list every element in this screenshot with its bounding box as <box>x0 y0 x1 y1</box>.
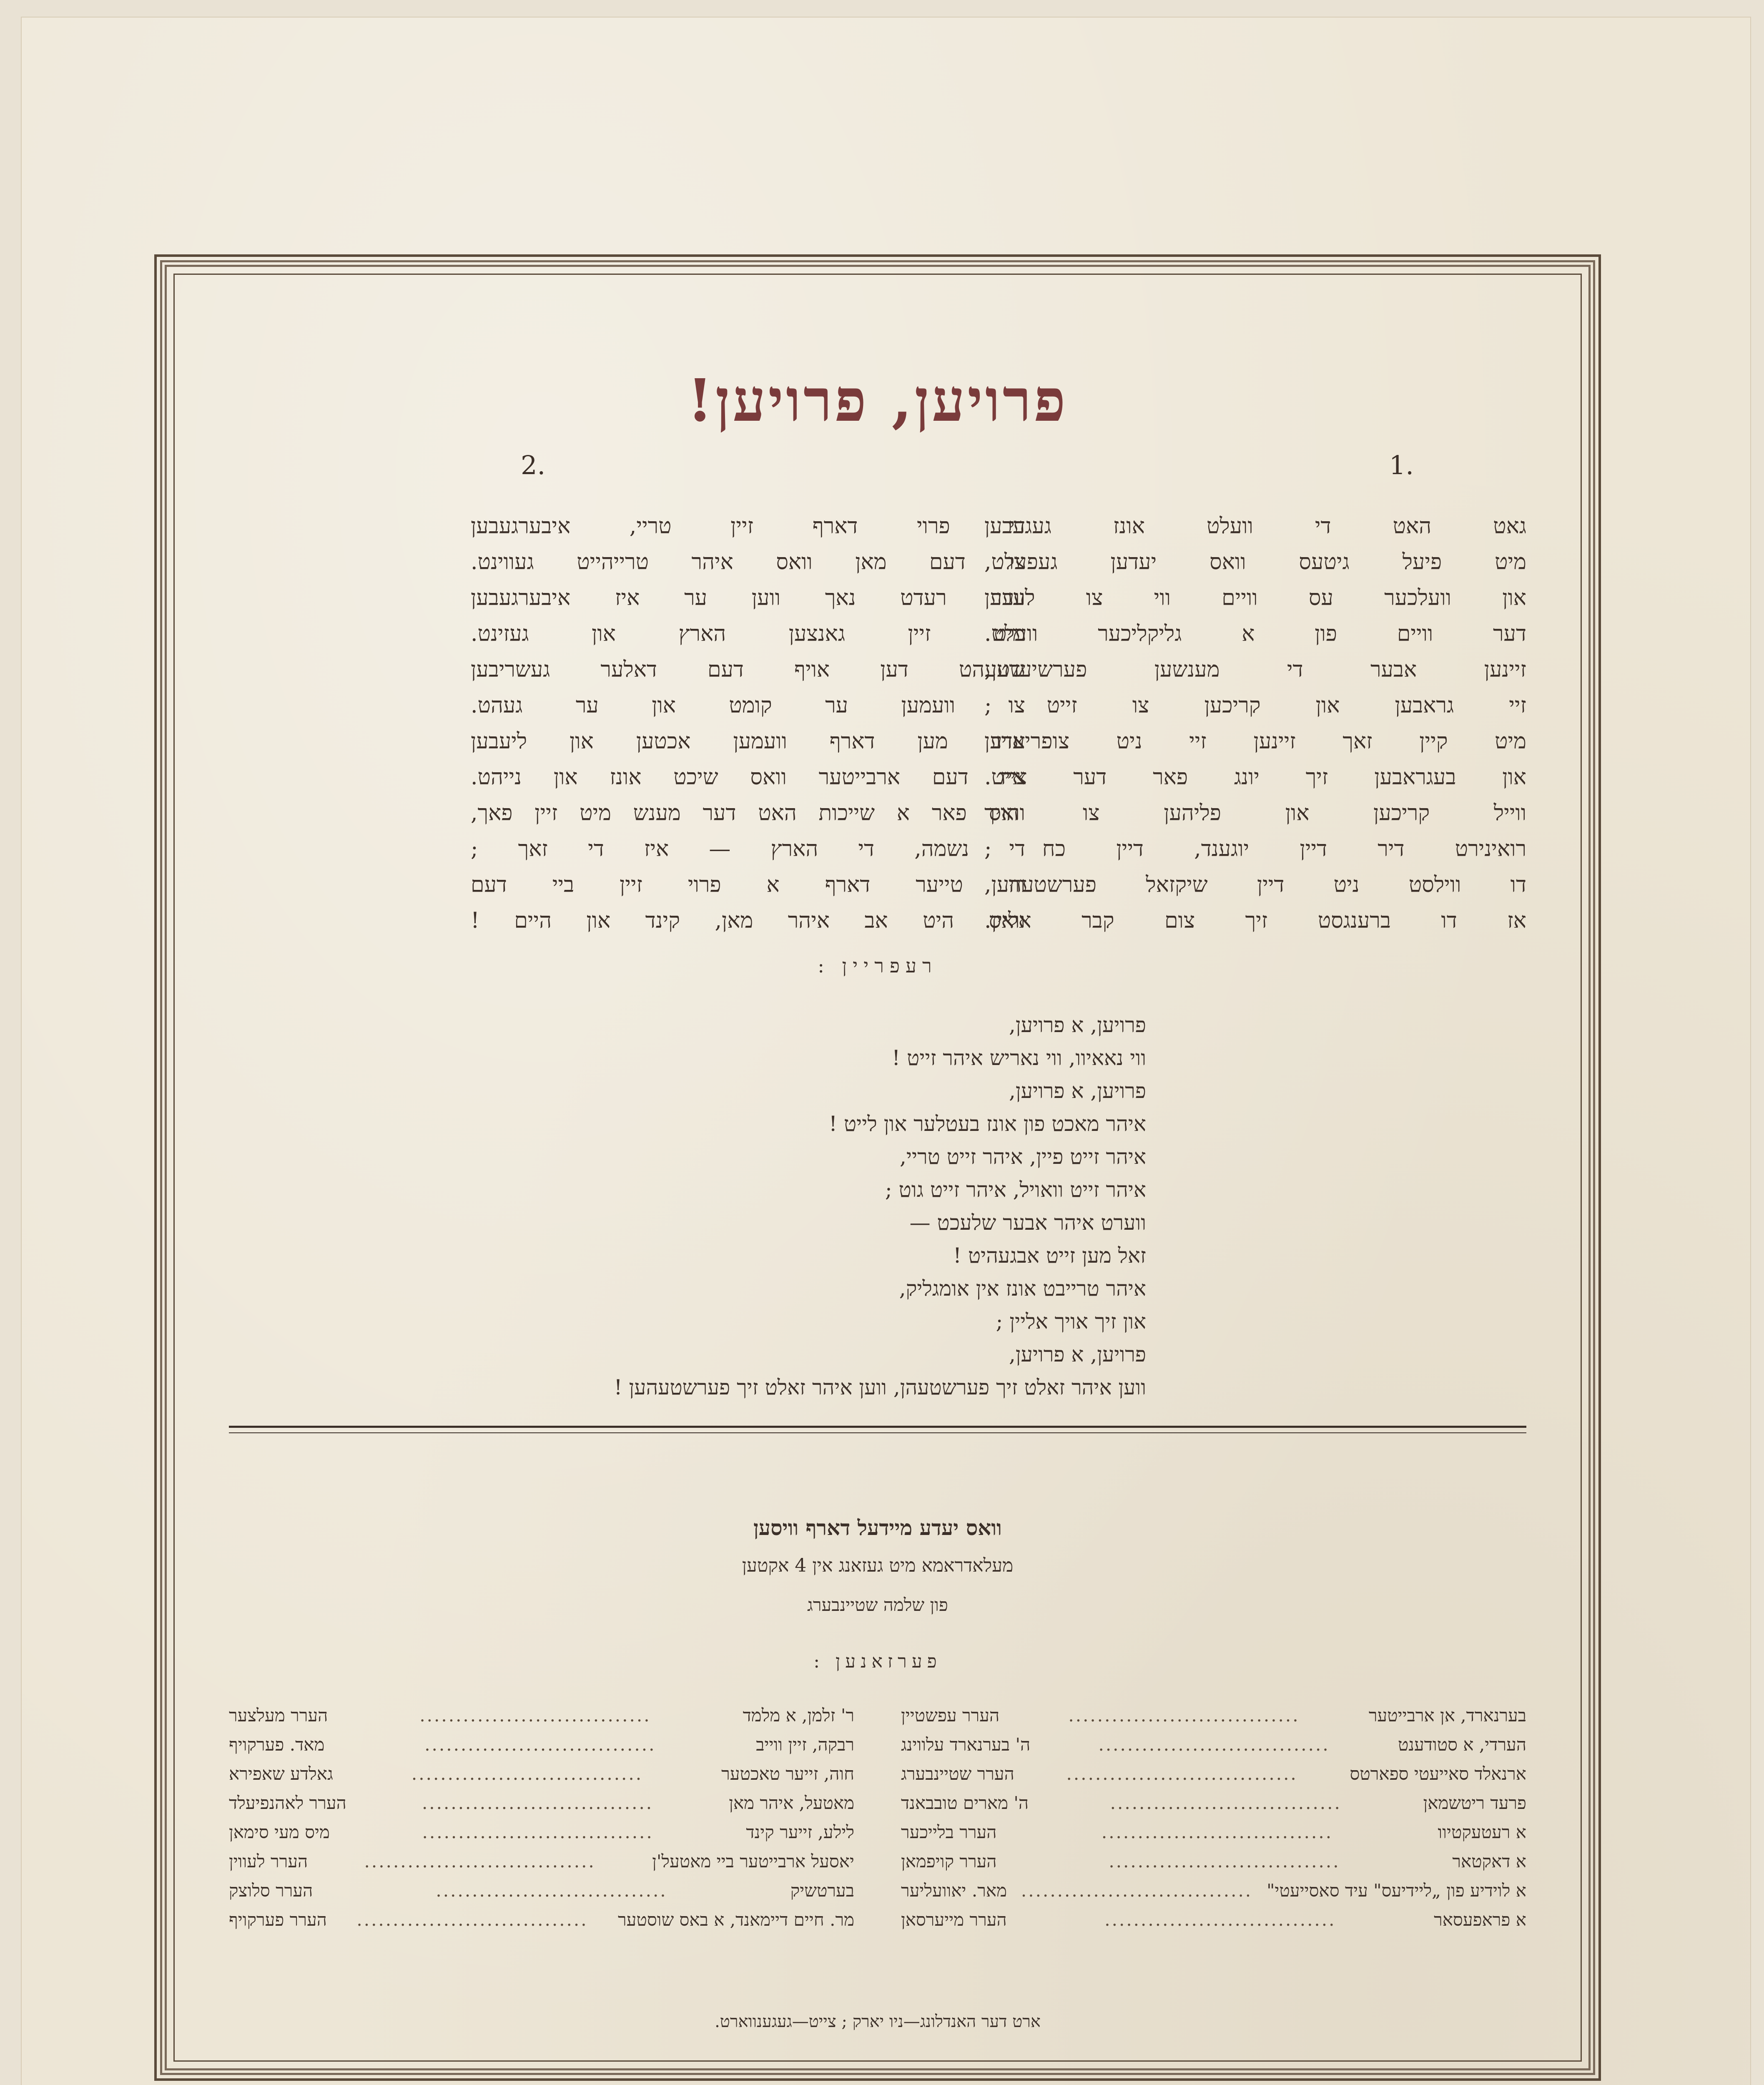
cast-row <box>229 1818 854 1847</box>
cast-actor: הערר בלייכער <box>901 1822 997 1842</box>
verse-2-line: וואס היט אב איהר מאן, קינד און היים ! <box>471 908 1025 933</box>
refrain-line: איהר זייט וואויל, איהר זייט גוט ; <box>885 1178 1146 1202</box>
verse-1-line: אז דו ברענגסט זיך צום קבר אליין. <box>984 908 1526 933</box>
verse-2-line: די נשמה, די הארץ — איז די זאך ; <box>471 837 1025 862</box>
cast-role: א רעטעקטיוו <box>1438 1822 1526 1842</box>
cast-actor: מאר. יאוועליער <box>901 1880 1007 1901</box>
cast-row <box>901 1759 1526 1789</box>
verse-2-line: צו וועמען ער קומט און ער געהט. <box>471 693 1025 718</box>
play-author: פון שלמה שטיינבערג <box>807 1595 948 1615</box>
page-title: פרויען, פרויען! <box>687 367 1068 435</box>
cast-actor: מאד. פערקויף <box>229 1734 325 1755</box>
leader-dots: ................................ <box>1068 1705 1300 1726</box>
cast-actor: מיס מעי סימאן <box>229 1822 330 1842</box>
cast-role: פרעד ריטשמאן <box>1423 1793 1526 1813</box>
leader-dots: ................................ <box>1066 1763 1298 1784</box>
verse-1-line: ווייל קריכען און פליהען צו הויך <box>984 801 1526 826</box>
cast-row <box>901 1701 1526 1730</box>
cast-actor: הערר שטיינבערג <box>901 1763 1014 1784</box>
leader-dots: ................................ <box>1101 1822 1333 1842</box>
verse-1-line: דער וויים פון א גליקליכער וועלט. <box>984 621 1526 646</box>
cast-actor: הערר פערקויף <box>229 1909 327 1930</box>
cast-actor: הערר מייערסאן <box>901 1909 1007 1930</box>
cast-row <box>901 1789 1526 1818</box>
verse-2-line: די פרוי דארף זיין טריי, איבערגעבען <box>471 514 1025 539</box>
refrain-line: איהר טרייבט אונז אין אומגליק, <box>899 1276 1146 1301</box>
cast-role: יאסעל ארבייטער ביי מאטעל'ן <box>652 1851 854 1871</box>
cast-role: בערנארד, אן ארבייטער <box>1368 1705 1526 1726</box>
verse-2-line: ווי טייער דארף א פרוי זיין ביי דעם <box>471 872 1025 897</box>
refrain-line: זאל מען זייט אבגעהיט ! <box>953 1243 1146 1268</box>
section-divider <box>229 1426 1526 1428</box>
cast-role: מאטעל, איהר מאן <box>729 1793 854 1813</box>
cast-actor: ה' בערנארד עלווינג <box>901 1734 1031 1755</box>
refrain-label: רעפריין : <box>818 955 938 977</box>
verse-2-line: אויב מען דארף וועמען אכטען און ליעבען <box>471 729 1025 754</box>
cast-row <box>229 1759 854 1789</box>
verse-1-line: גאט האט די וועלט אונז געגעבען <box>984 514 1526 539</box>
cast-actor: הערר סלוצק <box>229 1880 313 1901</box>
leader-dots: ................................ <box>364 1851 596 1871</box>
leader-dots: ................................ <box>422 1793 654 1813</box>
paper-sheet <box>21 17 1751 2085</box>
refrain-line: איהר מאכט פון אונז בעטלער און לייט ! <box>829 1112 1146 1136</box>
cast-role: חוה, זייער טאכטער <box>721 1763 854 1784</box>
verse-2-line: מיט זיין גאנצען הארץ און געזינט. <box>471 621 1025 646</box>
verse-1-line: דו ווילסט ניט דיין שיקזאל פערשטעהען, <box>984 872 1526 897</box>
cast-row <box>901 1730 1526 1759</box>
ornamental-border <box>154 254 1601 2081</box>
leader-dots: ................................ <box>356 1909 588 1930</box>
leader-dots: ................................ <box>411 1763 643 1784</box>
refrain <box>614 1009 1146 1404</box>
cast-role: א דאקטאר <box>1452 1851 1526 1871</box>
play-subtitle: מעלאדראמא מיט געזאנג אין 4 אקטען <box>742 1555 1014 1576</box>
inner-border <box>173 274 1582 2062</box>
verse-2-line: איז דעם ארבייטער וואס שיכט אונז און נייהט. <box>471 765 1025 790</box>
refrain-line: פרויען, א פרויען, <box>1009 1079 1146 1103</box>
cast-actor: הערר עפשטיין <box>901 1705 1000 1726</box>
refrain-line: איהר זייט פיין, איהר זייט טריי, <box>900 1145 1146 1169</box>
verse-1 <box>984 508 1526 939</box>
leader-dots: ................................ <box>1098 1734 1330 1755</box>
cast-actor: ה' מארים טובבאנד <box>901 1793 1029 1813</box>
cast-role: בערטשיק <box>790 1880 854 1901</box>
refrain-line: און זיך אויך אליין ; <box>996 1309 1146 1334</box>
cast-role: לילע, זייער קינד <box>746 1822 854 1842</box>
cast-role: רבקה, זיין ווייב <box>756 1734 854 1755</box>
cast-role: א לוידיע פון „ליידיעס" עיד סאסייעטי" <box>1267 1880 1526 1901</box>
setting-note: ארט דער האנדלונג—ניו יארק ; צייט—געגענווארט. <box>715 2012 1041 2031</box>
leader-dots: ................................ <box>424 1734 656 1755</box>
cast-row <box>229 1701 854 1730</box>
cast-role: ר' זלמן, א מלמד <box>743 1705 854 1726</box>
verse-2-line: וואס פאר א שייכות האט דער מענש מיט זיין פאך, <box>471 801 1025 826</box>
leader-dots: ................................ <box>422 1822 654 1842</box>
cast-row <box>901 1847 1526 1876</box>
cast-role: הערדי, א סטודענט <box>1398 1734 1526 1755</box>
section-divider-thin <box>229 1432 1526 1433</box>
verse-1-line: זיינען אבער די מענשען פערשיעדען, <box>984 657 1526 682</box>
cast-row <box>229 1847 854 1876</box>
leader-dots: ................................ <box>419 1705 651 1726</box>
cast-list-left <box>229 1701 854 1934</box>
cast-role: ארנאלד סאייעטי ספארטס <box>1350 1763 1526 1784</box>
leader-dots: ................................ <box>1110 1793 1342 1813</box>
verse-2-line: צו דעם מאן וואס איהר טרייהייט געווינט. <box>471 550 1025 575</box>
cast-actor: גאלדע שאפירא <box>229 1763 333 1784</box>
verse-2-line: שטעהט דען אויף דעם דאלער געשריבען <box>471 657 1025 682</box>
refrain-line: ווי נאאיוו, ווי נאריש איהר זייט ! <box>892 1046 1146 1070</box>
verse-1-line: און בעגראבען זיך יונג פאר דער צייט. <box>984 765 1526 790</box>
cast-row <box>901 1818 1526 1847</box>
refrain-line: ווען איהר זאלט זיך פערשטעהן, ווען איהר זאלט זיך פערשטעהען ! <box>614 1375 1146 1399</box>
leader-dots: ................................ <box>1104 1909 1336 1930</box>
verse-1-line: רואינירט דיר דיין יוגענד, דיין כח ; <box>984 837 1526 862</box>
cast-row <box>229 1730 854 1759</box>
refrain-line: פרויען, א פרויען, <box>1009 1013 1146 1037</box>
refrain-line: פרויען, א פרויען, <box>1009 1342 1146 1367</box>
cast-list-right <box>901 1701 1526 1934</box>
refrain-line: ווערט איהר אבער שלעכט — <box>909 1211 1146 1235</box>
verse-2-number: 2. <box>521 450 546 480</box>
cast-row <box>229 1905 854 1934</box>
cast-heading: פערזאנען : <box>813 1651 942 1672</box>
cast-role: מר. חיים דיימאנד, א באס שוסטער <box>618 1909 854 1930</box>
cast-role: א פראפעסאר <box>1434 1909 1526 1930</box>
leader-dots: ................................ <box>1021 1880 1253 1901</box>
cast-actor: הערר מעלצער <box>229 1705 328 1726</box>
play-title: וואס יעדע מיידעל דארף וויסען <box>753 1515 1002 1540</box>
verse-1-line: מיט קיין זאך זיינען זיי ניט צופריעדען <box>984 729 1526 754</box>
cast-row <box>229 1789 854 1818</box>
cast-row <box>229 1876 854 1905</box>
verse-1-line: און וועלכער עס וויים ווי צו לעבען <box>984 585 1526 610</box>
cast-row <box>901 1905 1526 1934</box>
verse-1-line: זיי גראבען און קריכען צו זייט ; <box>984 693 1526 718</box>
leader-dots: ................................ <box>436 1880 667 1901</box>
verse-2-line: ווער רעדט נאך ווען ער איז איבערגעבען <box>471 585 1025 610</box>
verse-2 <box>471 508 1025 939</box>
verse-1-line: מיט פיעל גיטעס וואס יעדען געפעלט, <box>984 550 1526 575</box>
cast-actor: הערר לעווין <box>229 1851 308 1871</box>
leader-dots: ................................ <box>1109 1851 1340 1871</box>
cast-row <box>901 1876 1526 1905</box>
verse-1-number: 1. <box>1389 450 1414 480</box>
cast-actor: הערר לאהנפיעלד <box>229 1793 346 1813</box>
cast-actor: הערר קויפמאן <box>901 1851 997 1871</box>
